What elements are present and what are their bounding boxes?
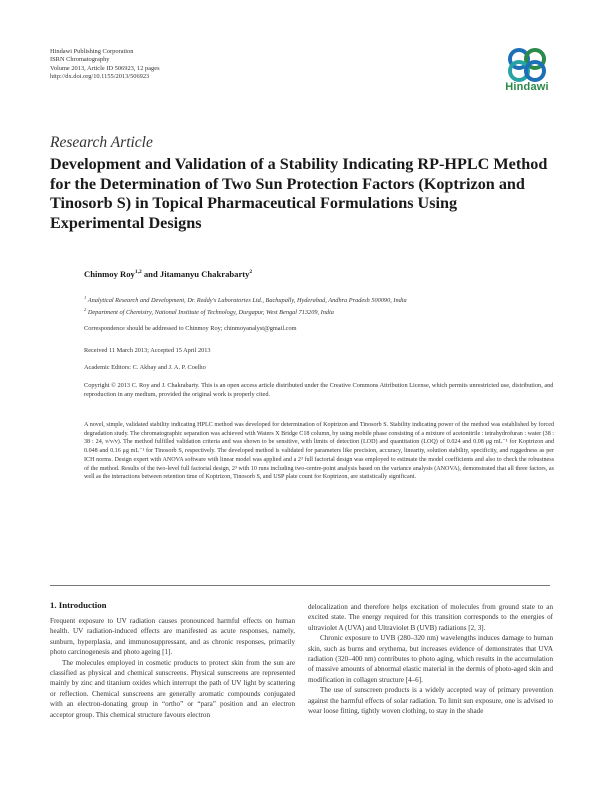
journal-header [50, 48, 160, 82]
body-paragraph: Chronic exposure to UVB (280–320 nm) wavelengths induces damage to human skin, such as burns and erythema, but increases evidence of demonstrates that UVA radiation (320–400 nm) contributes to photo aging, which results in the accumulation of massive amounts of abnormal elastic material in the dermis of photo-aged skin and modification in collagen structure [4–6]. [308, 634, 553, 684]
author-affiliation-marker: 1,2 [134, 269, 142, 276]
author-conjunction: and [141, 269, 160, 279]
affiliation-text: Analytical Research and Development, Dr. Reddy's Laboratories Ltd., Bachupally, Hyderabad, Andhra Pradesh 500090, India [87, 297, 407, 305]
affiliation [84, 306, 554, 318]
author-name: Jitamanyu Chakrabarty [159, 269, 250, 279]
copyright-notice: Copyright © 2013 C. Roy and J. Chakrabarty. This is an open access article distributed under the Creative Commons Attribution License, which permits unrestricted use, distribution, and reproduction in any medium, provided the original work is properly cited. [84, 382, 554, 398]
section-heading: 1. Introduction [50, 600, 107, 610]
author-list [84, 269, 252, 279]
body-paragraph: The use of sunscreen products is a widely accepted way of primary prevention against the harmful effects of solar radiation. To limit sun exposure, one is advised to wear loose fitting, tightly woven clothing, to stay in the shade [308, 686, 553, 716]
body-paragraph: delocalization and therefore helps excitation of molecules from ground state to an excited state. The energy required for this transition corresponds to the energies of ultraviolet A (UVA) and Ultraviolet B (UVB) radiations [2, 3]. [308, 603, 553, 632]
logo-text: Hindawi [505, 81, 549, 93]
section-divider [50, 585, 550, 586]
body-paragraph: The molecules employed in cosmetic products to protect skin from the sun are classified as physical and chemical sunscreens. Physical sunscreens are represented mainly by zinc and titanium oxides which interrupt the path of UV light by scattering or reflection. Chemical sunscreens are generally aromatic compounds conjugated with an electron-donating group in “ortho” or “para” position and an electron acceptor group. This chemical structure favours electron [50, 658, 295, 719]
affiliation [84, 294, 554, 306]
body-column-right [308, 602, 553, 716]
volume-line: Volume 2013, Article ID 506923, 12 pages [50, 64, 160, 72]
doi-link[interactable]: http://dx.doi.org/10.1155/2013/506923 [50, 73, 150, 81]
author-affiliation-marker: 2 [249, 269, 253, 276]
author-name: Chinmoy Roy [84, 269, 135, 279]
correspondence: Correspondence should be addressed to Chinmoy Roy; chinmoyanalyst@gmail.com [84, 325, 297, 332]
affiliation-number: 1 [84, 295, 87, 300]
body-paragraph: Frequent exposure to UV radiation causes pronounced harmful effects on human health. UV radiation-induced effects are manifested as acute responses, namely, sunburn, hyperplasia, and immunosuppressant, and as chronic responses, primarily photo carcinogenesis and photo ageing [1]. [50, 617, 295, 657]
received-dates: Received 11 March 2013; Accepted 15 April 2013 [84, 347, 211, 354]
abstract: A novel, simple, validated stability indicating HPLC method was developed for determination of Koptrizon and Tinosorb S. Stability indicating power of the method was established by forced degradation study. The chromatographic separation was achieved with Waters X Bridge C18 column, by using mobile phase consisting of a mixture of acetonitrile : tetrahydrofuran : water (38 : 38 : 24, v/v/v). The method fulfilled validation criteria and was shown to be sensitive, with limits of detection (LOD) and quantitation (LOQ) of 0.024 and 0.08 μg mL⁻¹ for Koptrizon and 0.048 and 0.16 μg mL⁻¹ for Tinosorb S, respectively. The developed method is validated for parameters like precision, accuracy, linearity, solution stability, specificity, and ruggedness as per ICH norms. Design expert with ANOVA software with linear model was applied and a 2³ full factorial design was employed to estimate the model coefficients and also to check the robustness of the method. Results of the two-level full factorial design, 2³ with 10 runs including two-centre-point analysis based on the variance analysis (ANOVA), demonstrated that all three factors, as well as the interactions between retention time of Koptrizon, Tinosorb S, and USP plate count for Koptrizon, are statistically significant. [84, 422, 554, 481]
academic-editors: Academic Editors: C. Akbay and J. A. P. Coelho [84, 364, 206, 371]
publisher-name: Hindawi Publishing Corporation [50, 48, 134, 55]
journal-name: ISRN Chromatography [50, 56, 110, 64]
hindawi-logo [497, 45, 557, 105]
body-column-left [50, 616, 295, 720]
article-type: Research Article [50, 134, 153, 151]
affiliation-text: Department of Chemistry, National Institute of Technology, Durgapur, West Bengal 713209, India [87, 309, 334, 317]
hindawi-logo-icon [504, 45, 550, 83]
paper-title: Development and Validation of a Stability Indicating RP-HPLC Method for the Determination of Two Sun Protection Factors (Koptrizon and Tinosorb S) in Topical Pharmaceutical Formulations Using Experimental Designs [50, 155, 548, 232]
affiliation-number: 2 [84, 307, 87, 312]
